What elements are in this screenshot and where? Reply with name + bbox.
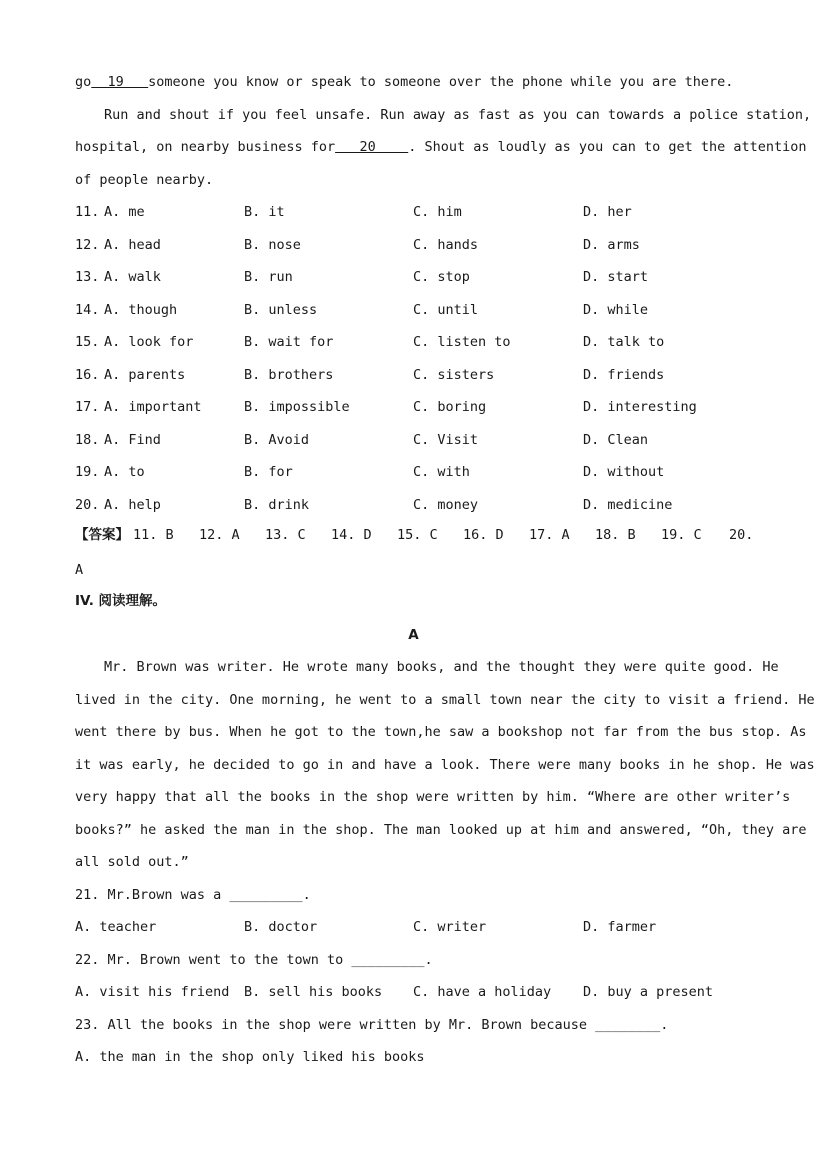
answer-item: 20. bbox=[729, 527, 754, 543]
reading-line: it was early, he decided to go in and have a look. There were many books in he shop. He was bbox=[75, 757, 815, 773]
answer-item: 14. D bbox=[331, 527, 372, 543]
option-a: A. help bbox=[104, 496, 161, 513]
option-22-b: B. sell his books bbox=[244, 984, 383, 1000]
reading-line: all sold out.” bbox=[75, 854, 189, 870]
option-23-a: A. the man in the shop only liked his books bbox=[75, 1049, 425, 1065]
question-number: 19. bbox=[75, 464, 100, 480]
option-d: D. Clean bbox=[583, 431, 649, 448]
answer-item-wrap: A bbox=[75, 562, 84, 578]
option-d: D. without bbox=[583, 464, 665, 480]
reading-line: very happy that all the books in the shop were written by him. “Where are other writer’s bbox=[75, 789, 791, 805]
question-number: 11. bbox=[75, 204, 100, 220]
passage-line-2: Run and shout if you feel unsafe. Run away as fast as you can towards a police station, bbox=[104, 107, 812, 123]
question-number: 12. bbox=[75, 236, 100, 253]
section-title: IV. 阅读理解。 bbox=[75, 593, 167, 609]
option-b: B. run bbox=[244, 269, 293, 285]
answer-item: 16. D bbox=[463, 527, 504, 543]
question-22: 22. Mr. Brown went to the town to _________. bbox=[75, 952, 433, 968]
question-21: 21. Mr.Brown was a _________. bbox=[75, 887, 311, 903]
option-21-b: B. doctor bbox=[244, 919, 318, 935]
option-b: B. unless bbox=[244, 301, 318, 318]
option-d: D. friends bbox=[583, 366, 665, 383]
option-a: A. look for bbox=[104, 334, 194, 350]
option-21-d: D. farmer bbox=[583, 919, 657, 935]
option-d: D. medicine bbox=[583, 496, 673, 513]
passage-line-1: go 19 someone you know or speak to someone over the phone while you are there. bbox=[75, 74, 734, 90]
option-c: C. listen to bbox=[413, 334, 511, 350]
option-a: A. Find bbox=[104, 431, 161, 448]
question-23: 23. All the books in the shop were written by Mr. Brown because ________. bbox=[75, 1017, 669, 1033]
option-b: B. brothers bbox=[244, 366, 334, 383]
answer-label: 【答案】 bbox=[75, 527, 129, 543]
option-a: A. head bbox=[104, 236, 161, 253]
passage-line-3: hospital, on nearby business for 20 . Shout as loudly as you can to get the attention bbox=[75, 139, 807, 155]
option-a: A. to bbox=[104, 464, 145, 480]
option-c: C. Visit bbox=[413, 431, 479, 448]
option-a: A. important bbox=[104, 399, 202, 415]
question-number: 13. bbox=[75, 269, 100, 285]
option-c: C. until bbox=[413, 301, 479, 318]
option-d: D. interesting bbox=[583, 399, 697, 415]
option-22-a: A. visit his friend bbox=[75, 984, 230, 1000]
passage-line-4: of people nearby. bbox=[75, 172, 214, 188]
option-b: B. Avoid bbox=[244, 431, 310, 448]
option-c: C. money bbox=[413, 496, 479, 513]
option-b: B. impossible bbox=[244, 399, 350, 415]
answer-item: 15. C bbox=[397, 527, 438, 543]
option-c: C. sisters bbox=[413, 366, 495, 383]
option-b: B. nose bbox=[244, 236, 301, 253]
option-d: D. her bbox=[583, 204, 632, 220]
option-c: C. with bbox=[413, 464, 470, 480]
option-a: A. walk bbox=[104, 269, 161, 285]
blank-20: 20 bbox=[335, 139, 409, 155]
option-b: B. wait for bbox=[244, 334, 334, 350]
option-c: C. him bbox=[413, 204, 462, 220]
answer-item: 12. A bbox=[199, 527, 240, 543]
reading-line: lived in the city. One morning, he went to a small town near the city to visit a friend. He bbox=[75, 692, 815, 708]
option-d: D. start bbox=[583, 269, 649, 285]
answer-item: 13. C bbox=[265, 527, 306, 543]
option-22-c: C. have a holiday bbox=[413, 984, 552, 1000]
answer-item: 17. A bbox=[529, 527, 570, 543]
option-c: C. stop bbox=[413, 269, 470, 285]
reading-line: books?” he asked the man in the shop. The man looked up at him and answered, “Oh, they are bbox=[75, 822, 807, 838]
question-number: 15. bbox=[75, 334, 100, 350]
question-number: 14. bbox=[75, 301, 100, 318]
option-d: D. talk to bbox=[583, 334, 665, 350]
answer-item: 19. C bbox=[661, 527, 702, 543]
option-d: D. arms bbox=[583, 236, 640, 253]
option-22-d: D. buy a present bbox=[583, 984, 714, 1000]
option-a: A. though bbox=[104, 301, 178, 318]
question-number: 16. bbox=[75, 366, 100, 383]
option-c: C. boring bbox=[413, 399, 487, 415]
answer-item: 11. B bbox=[133, 527, 174, 543]
reading-a-title: A bbox=[408, 627, 419, 643]
option-b: B. it bbox=[244, 204, 285, 220]
question-number: 17. bbox=[75, 399, 100, 415]
option-d: D. while bbox=[583, 301, 649, 318]
option-c: C. hands bbox=[413, 236, 479, 253]
question-number: 18. bbox=[75, 431, 100, 448]
reading-line: went there by bus. When he got to the town,he saw a bookshop not far from the bus stop. As bbox=[75, 724, 807, 740]
option-a: A. me bbox=[104, 204, 145, 220]
option-a: A. parents bbox=[104, 366, 186, 383]
option-b: B. for bbox=[244, 464, 293, 480]
option-b: B. drink bbox=[244, 496, 310, 513]
option-21-a: A. teacher bbox=[75, 919, 157, 935]
blank-19: 19 bbox=[91, 74, 149, 90]
reading-line: Mr. Brown was writer. He wrote many books, and the thought they were quite good. He bbox=[104, 659, 779, 675]
option-21-c: C. writer bbox=[413, 919, 487, 935]
answer-item: 18. B bbox=[595, 527, 636, 543]
question-number: 20. bbox=[75, 496, 100, 513]
